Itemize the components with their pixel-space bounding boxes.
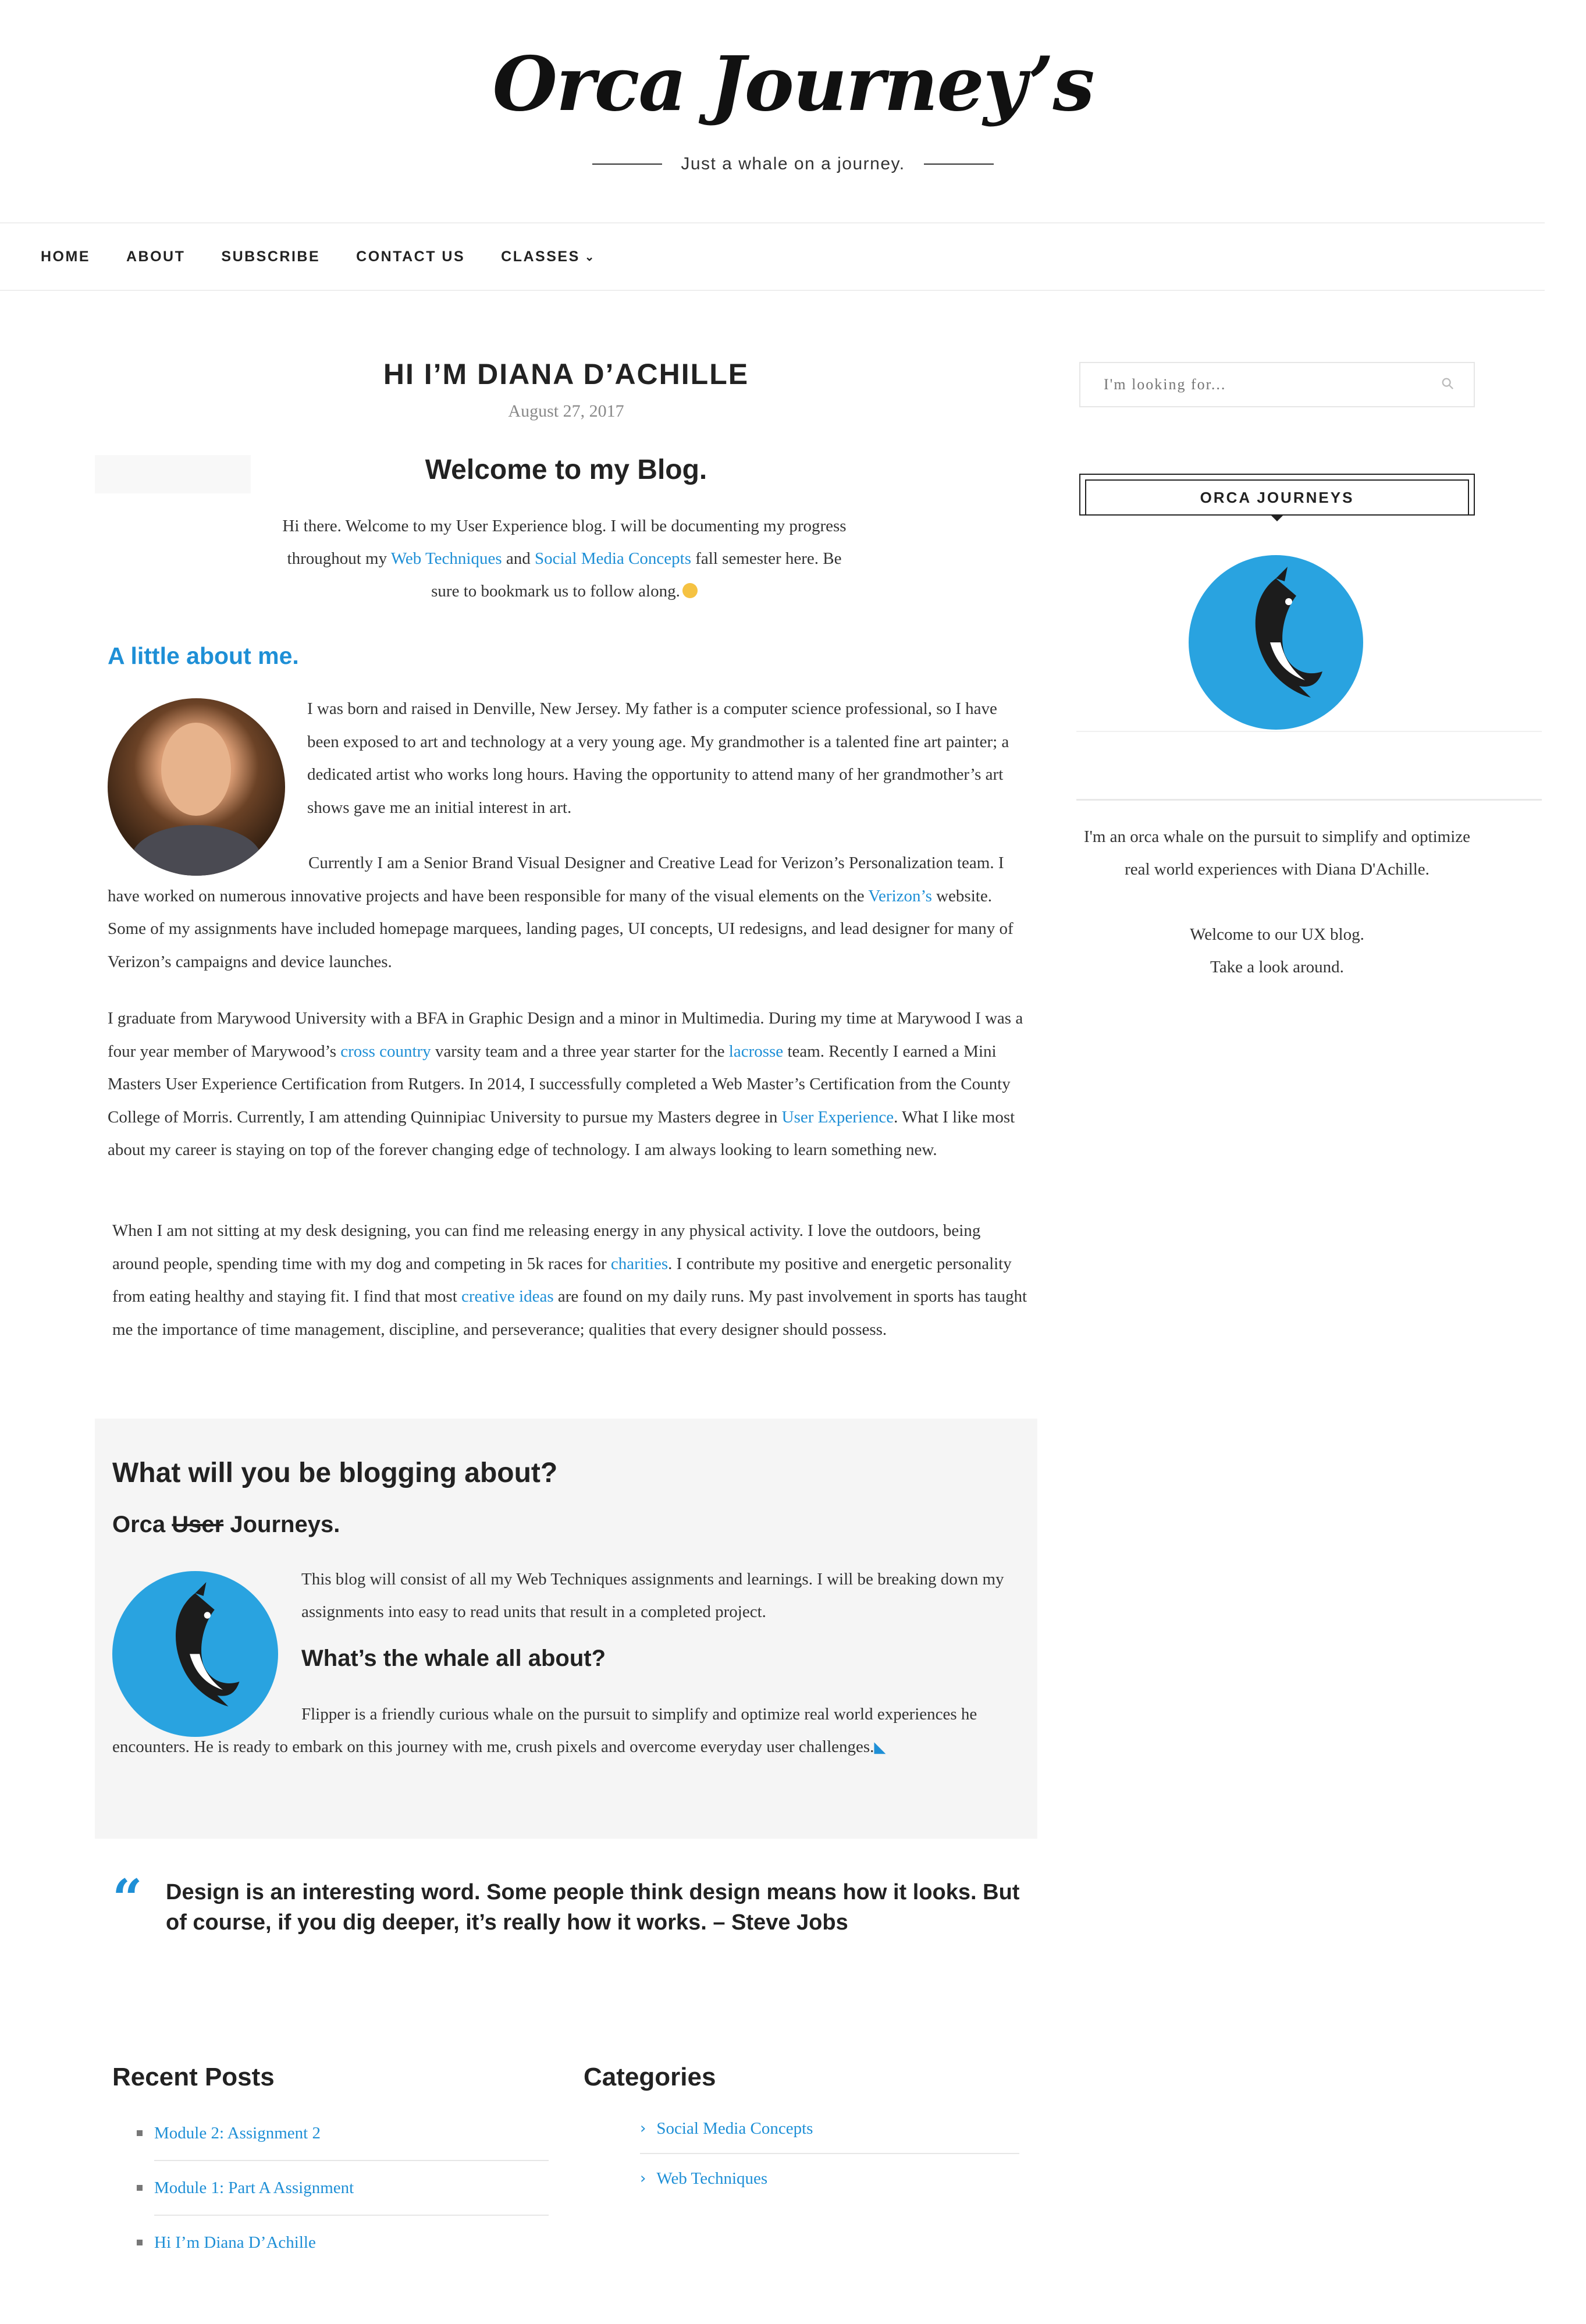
list-item <box>154 2106 549 2161</box>
category-link[interactable]: Web Techniques <box>656 2169 768 2188</box>
list-item <box>640 2154 1019 2203</box>
paragraph-text: varsity team and a three year starter for the <box>431 1042 729 1061</box>
post-date: August 27, 2017 <box>508 401 624 421</box>
tagline-line-right <box>924 164 994 165</box>
chevron-down-icon: ⌄ <box>584 250 596 264</box>
whale-description <box>112 1698 1023 1764</box>
tagline-line-left <box>592 164 662 165</box>
paragraph-text: team. Recently I earned a Mini Masters User Experience Certification from Rutgers. In 2014, I successfully completed a Web Master’s Certification from the County College of Morris. Currently, I am attending Quinnipiac University to pursue my Masters degree in <box>108 1042 1011 1127</box>
site-title[interactable]: Orca Journey’s <box>492 41 1094 128</box>
widget-header <box>1079 474 1475 520</box>
about-paragraph-2 <box>108 847 1033 978</box>
orca-journeys-subheading <box>112 1512 340 1538</box>
subheading-text: Journeys. <box>223 1512 340 1537</box>
recent-post-link[interactable]: Hi I’m Diana D’Achille <box>154 2233 316 2252</box>
avatar-face <box>161 723 231 816</box>
caret-down-icon <box>1271 516 1283 521</box>
intro-text: and <box>502 549 535 568</box>
intro-text: fall semester here. Be sure to bookmark us to follow along. <box>431 549 842 600</box>
user-experience-link[interactable]: User Experience <box>781 1107 894 1127</box>
search-input[interactable] <box>1103 375 1431 394</box>
bullet-icon <box>137 2240 143 2245</box>
lacrosse-link[interactable]: lacrosse <box>728 1042 784 1061</box>
nav-item-home[interactable] <box>41 248 90 265</box>
about-heading: A little about me. <box>108 642 299 669</box>
quote-icon: “ <box>112 1868 143 1929</box>
blogging-heading: What will you be blogging about? <box>112 1458 558 1488</box>
bullet-icon <box>137 2185 143 2191</box>
web-techniques-link[interactable]: Web Techniques <box>390 549 502 568</box>
nav-item-subscribe[interactable] <box>221 248 320 265</box>
nav-label: HOME <box>41 248 90 265</box>
charities-link[interactable]: charities <box>610 1254 668 1273</box>
whale-heading: What’s the whale all about? <box>301 1646 606 1671</box>
struck-word: User <box>172 1512 224 1537</box>
paragraph-text: . I contribute my positive and energetic personality from eating healthy and staying fit. I find that most <box>112 1254 1012 1306</box>
intro-paragraph <box>279 510 849 607</box>
nav-item-classes[interactable] <box>501 248 596 265</box>
divider <box>1076 731 1542 732</box>
sidebar-about-text: I'm an orca whale on the pursuit to simplify and optimize real world experiences with Diana D'Achille. <box>1083 827 1470 879</box>
list-item <box>154 2161 549 2216</box>
recent-posts-list <box>154 2106 549 2269</box>
about-paragraph-3 <box>108 1002 1033 1167</box>
orca-logo-icon <box>1189 555 1363 730</box>
welcome-heading: Welcome to my Blog. <box>425 454 707 485</box>
nav-label: SUBSCRIBE <box>221 248 321 265</box>
whale-emoji-icon: ◣ <box>874 1739 886 1756</box>
about-paragraph-4 <box>112 1214 1032 1346</box>
list-item <box>154 2216 549 2269</box>
social-media-link[interactable]: Social Media Concepts <box>535 549 692 568</box>
sidebar-welcome <box>1076 918 1478 983</box>
creative-ideas-link[interactable]: creative ideas <box>461 1287 554 1306</box>
about-paragraph-1: I was born and raised in Denville, New Jersey. My father is a computer science professional, so I have been exposed to art and technology at a very young age. My grandmother is a talented fine art painter; a dedicated artist who works long hours. Having the opportunity to attend many of her grandmother’s art shows gave me an initial interest in art. <box>307 699 1009 817</box>
nav-label: CONTACT US <box>356 248 465 265</box>
categories-title: Categories <box>584 2063 716 2091</box>
post-title: HI I’M DIANA D’ACHILLE <box>383 358 749 390</box>
nav-item-contact[interactable] <box>356 248 465 265</box>
paragraph-text: website. Some of my assignments have included homepage marquees, landing pages, UI concepts, UI redesigns, and lead designer for many of Verizon’s campaigns and device launches. <box>108 886 1014 971</box>
nav-label: ABOUT <box>126 248 186 265</box>
nav-item-about[interactable] <box>126 248 185 265</box>
blog-description: This blog will consist of all my Web Techniques assignments and learnings. I will be breaking down my assignments into easy to read units that result in a completed project. <box>301 1570 1004 1621</box>
list-item <box>640 2104 1019 2154</box>
divider <box>1076 799 1542 801</box>
search-icon[interactable] <box>1441 377 1454 390</box>
search-box <box>1079 362 1475 407</box>
welcome-line: Welcome to our UX blog. <box>1190 925 1364 944</box>
paragraph-text: When I am not sitting at my desk designing, you can find me releasing energy in any physical activity. I love the outdoors, being around people, spending time with my dog and competing in 5k races for <box>112 1221 981 1273</box>
recent-post-link[interactable]: Module 1: Part A Assignment <box>154 2178 354 2197</box>
bullet-icon <box>137 2130 143 2136</box>
chevron-right-icon: › <box>640 2120 646 2137</box>
recent-post-link[interactable]: Module 2: Assignment 2 <box>154 2123 321 2142</box>
nav-label: CLASSES <box>501 248 580 265</box>
subheading-text: Orca <box>112 1512 172 1537</box>
categories-list <box>640 2104 1019 2203</box>
cross-country-link[interactable]: cross country <box>340 1042 431 1061</box>
chevron-right-icon: › <box>640 2170 646 2187</box>
welcome-line: Take a look around. <box>1210 958 1344 976</box>
whale-text: Flipper is a friendly curious whale on the pursuit to simplify and optimize real world experiences he encounters. He is ready to embark on this journey with me, crush pixels and overcome everyday user challenges. <box>112 1705 977 1756</box>
steve-jobs-quote: Design is an interesting word. Some people think design means how it looks. But of course, if you dig deeper, it’s really how it works. – Steve Jobs <box>166 1880 1020 1935</box>
widget-title: ORCA JOURNEYS <box>1085 479 1469 516</box>
verizon-link[interactable]: Verizon’s <box>868 886 932 905</box>
site-tagline: Just a whale on a journey. <box>681 154 905 173</box>
tagline-row <box>0 152 1586 176</box>
paragraph-text: I graduate from Marywood University with a BFA in Graphic Design and a minor in Multimedia. During my time at Marywood I was a four year member of Marywood’s <box>108 1009 1023 1061</box>
blogging-about-box <box>95 1419 1037 1839</box>
category-link[interactable]: Social Media Concepts <box>656 2119 813 2138</box>
paragraph-text: . What I like most about my career is staying on top of the forever changing edge of technology. I am always looking to learn something new. <box>108 1107 1015 1159</box>
recent-posts-title: Recent Posts <box>112 2063 275 2091</box>
intro-text: Hi there. Welcome to my User Experience blog. I will be documenting my progress throughout my <box>282 517 847 568</box>
main-nav <box>0 222 1545 291</box>
smile-emoji-icon <box>682 583 698 598</box>
paragraph-text: are found on my daily runs. My past involvement in sports has taught me the importance of time management, discipline, and perseverance; qualities that every designer should possess. <box>112 1287 1027 1339</box>
paragraph-text: Currently I am a Senior Brand Visual Designer and Creative Lead for Verizon’s Personalization team. I have worked on numerous innovative projects and have been responsible for many of the visual elements on the <box>108 854 1004 905</box>
